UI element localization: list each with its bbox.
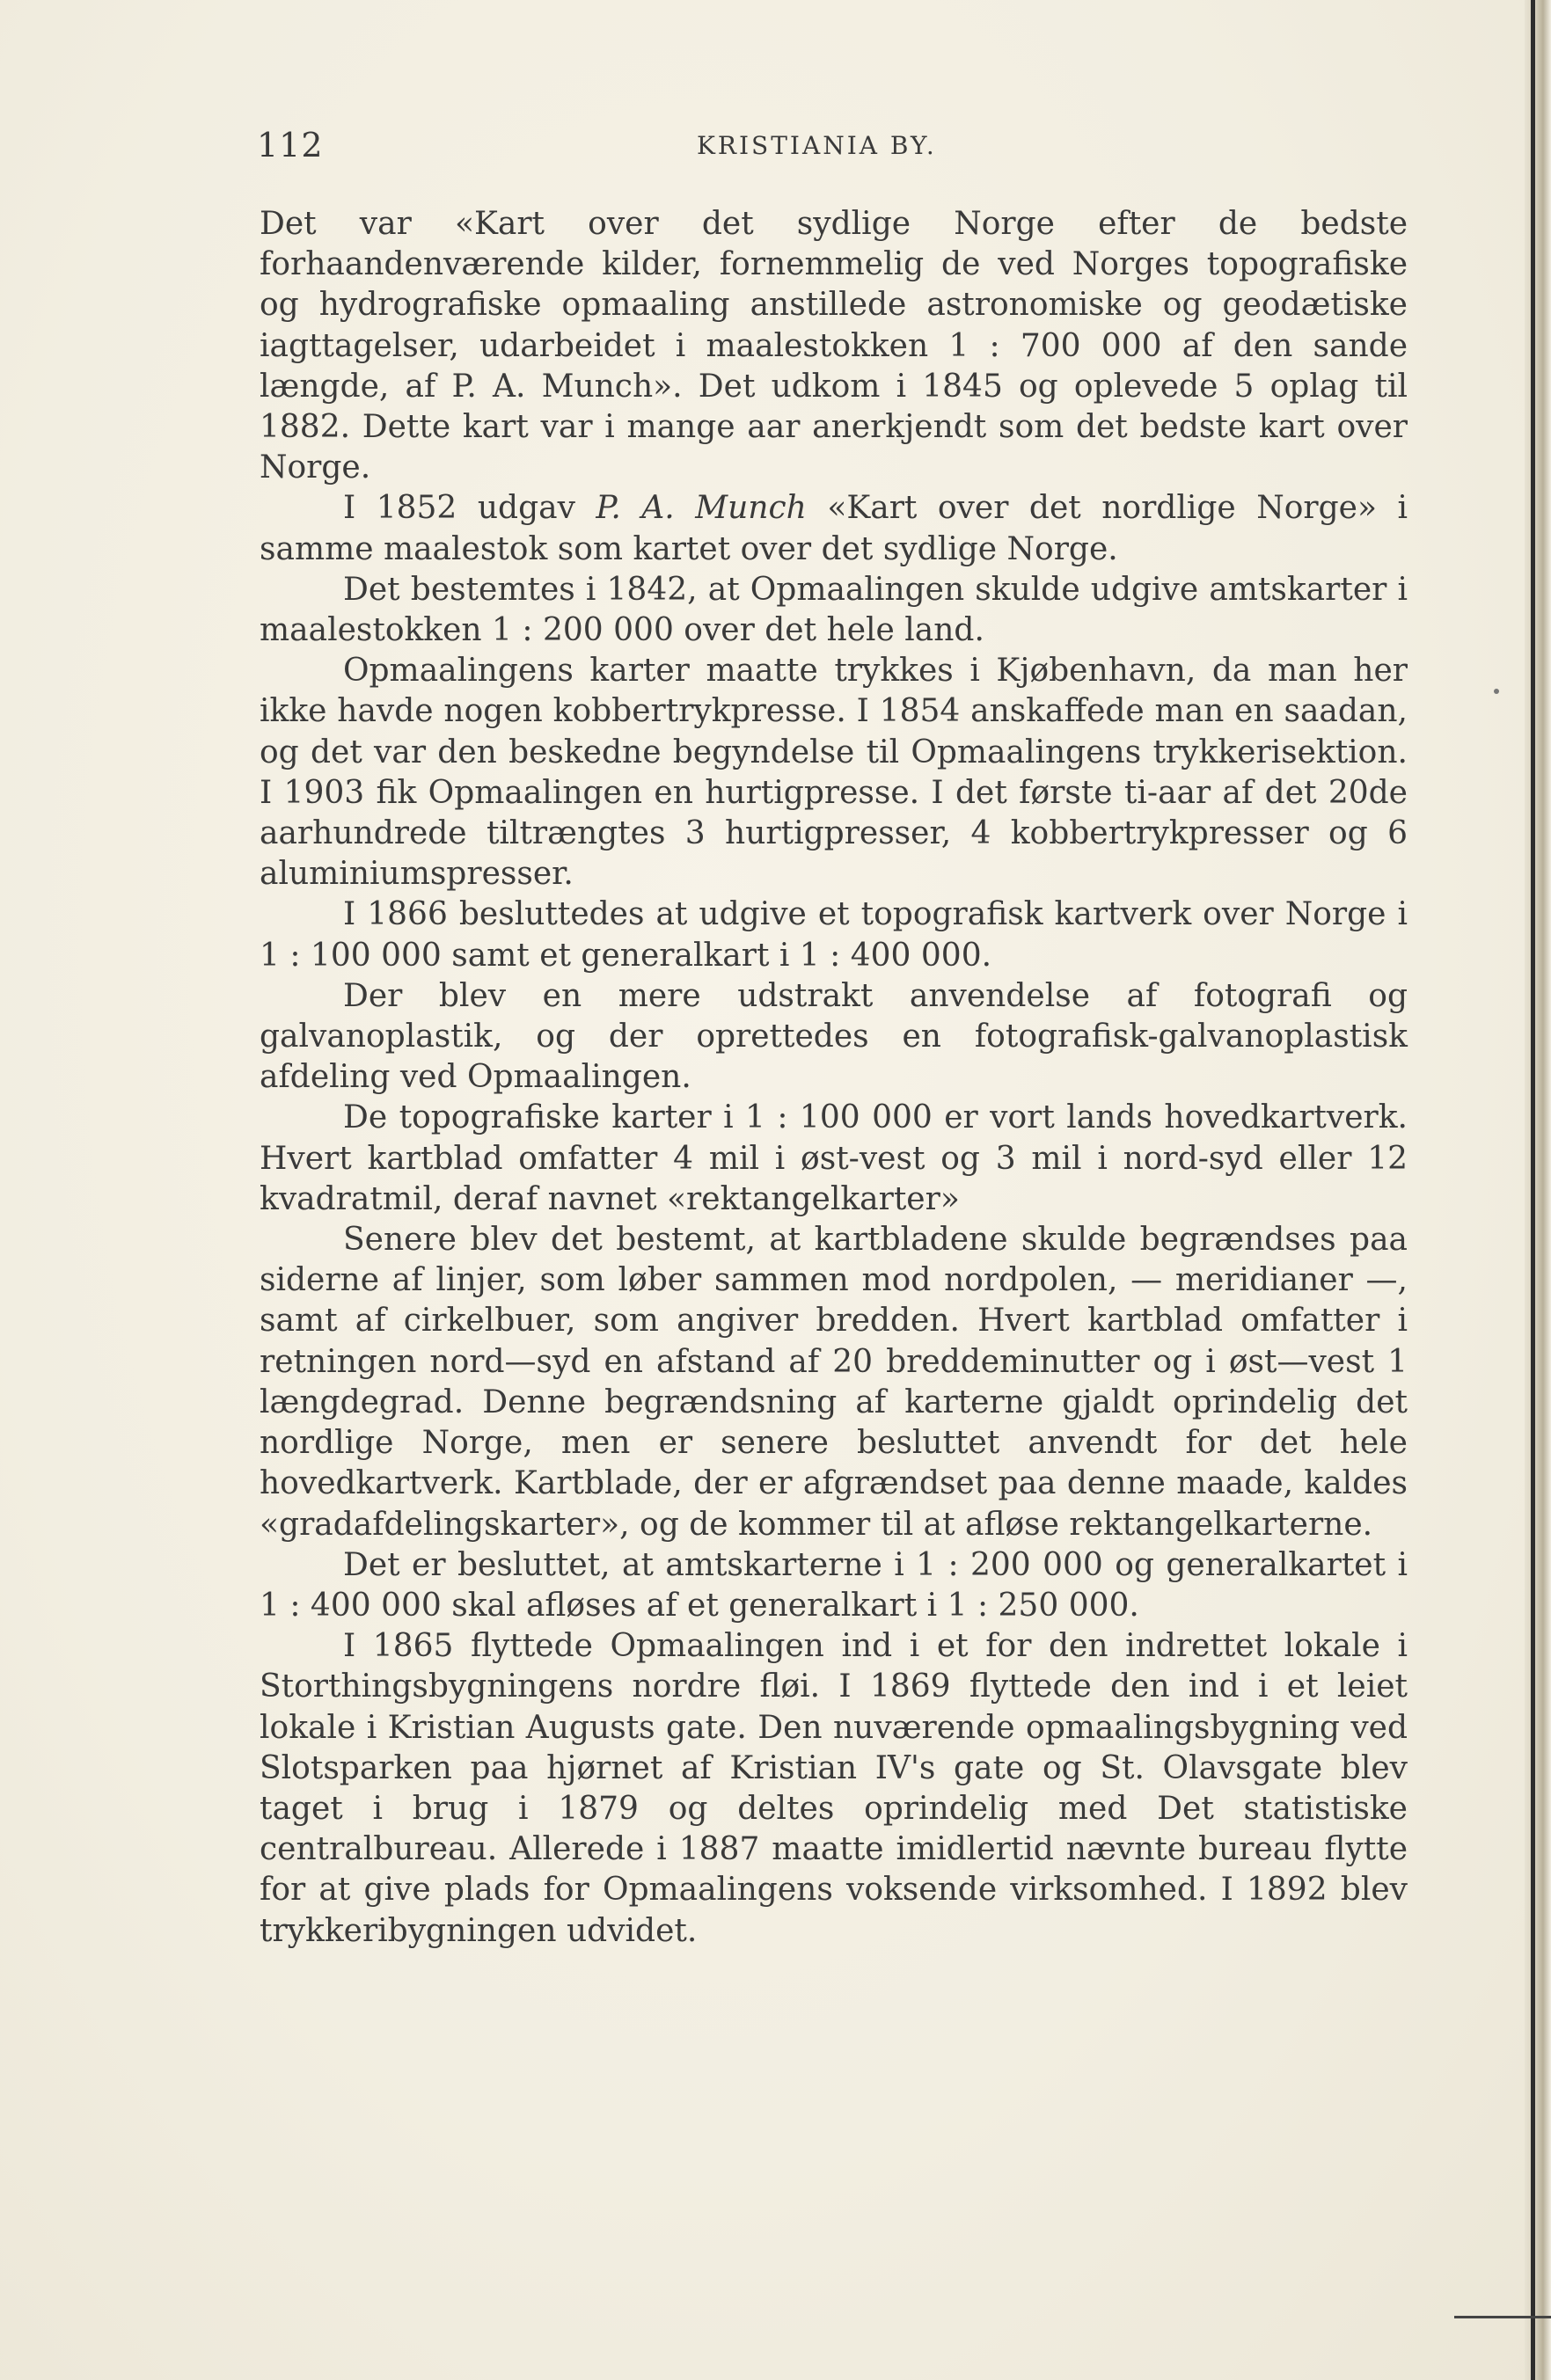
page-number: 112 xyxy=(257,126,324,164)
paragraph: Opmaalingens karter maatte trykkes i Kjøbenhavn, da man her ikke havde nogen kobbertrykpresse. I 1854 anskaffede man en saadan, og det var den beskedne begyndelse til Opmaalingens trykkerisektion. I 1903 fik Opmaalingen en hurtigpresse. I det første ti-aar af det 20de aarhundrede tiltrængtes 3 hurtigpresser, 4 kobbertrykpresser og 6 aluminiumspresser. xyxy=(260,653,1408,893)
paragraph: Der blev en mere udstrakt anvendelse af fotografi og galvanoplastik, og der oprettedes en fotografisk-galvanoplastisk afdeling ved Opmaalingen. xyxy=(260,977,1408,1096)
paragraph: Det var «Kart over det sydlige Norge efter de bedste forhaandenværende kilder, fornemmelig de ved Norges topografiske og hydrografiske opmaaling anstillede astronomiske og geodætiske iagttagelser, udarbeidet i maalestokken 1 : 700 000 af den sande længde, af P. A. Munch». Det udkom i 1845 og oplevede 5 oplag til 1882. Dette kart var i mange aar anerkjendt som det bedste kart over Norge. xyxy=(260,206,1408,486)
paragraph: I 1866 besluttedes at udgive et topografisk kartverk over Norge i 1 : 100 000 samt et generalkart i 1 : 400 000. xyxy=(260,896,1408,974)
page-edge-mark xyxy=(1454,2316,1551,2318)
paragraph-text: «Kart over det nordlige Norge» i samme maalestok som kartet over det sydlige Norge. xyxy=(260,490,1408,567)
paper-speck xyxy=(1494,689,1499,694)
paragraph: I 1865 flyttede Opmaalingen ind i et for den indrettet lokale i Storthingsbygningens nordre fløi. I 1869 flyttede den ind i et leiet lokale i Kristian Augusts gate. Den nuværende opmaalingsbygning ved Slotsparken paa hjørnet af Kristian IV's gate og St. Olavsgate blev taget i brug i 1879 og deltes oprindelig med Det statistiske centralbureau. Allerede i 1887 maatte imidlertid nævnte bureau flytte for at give plads for Opmaalingens voksende virksomhed. I 1892 blev trykkeribygningen udvidet. xyxy=(260,1628,1408,1949)
paragraph xyxy=(260,488,1408,569)
paragraph: Det bestemtes i 1842, at Opmaalingen skulde udgive amtskarter i maalestokken 1 : 200 000 over det hele land. xyxy=(260,571,1408,649)
running-title: KRISTIANIA BY. xyxy=(697,131,937,160)
paragraph: Det er besluttet, at amtskarterne i 1 : 200 000 og generalkartet i 1 : 400 000 skal afløses af et generalkart i 1 : 250 000. xyxy=(260,1546,1408,1624)
body-text xyxy=(260,204,1408,1952)
paragraph: De topografiske karter i 1 : 100 000 er vort lands hovedkartverk. Hvert kartblad omfatter 4 mil i øst-vest og 3 mil i nord-syd eller 12 kvadratmil, deraf navnet «rektangelkarter» xyxy=(260,1099,1408,1217)
paragraph-text: I 1852 udgav xyxy=(343,490,596,527)
page-edge-line xyxy=(1531,0,1535,2380)
page-edge-shadow xyxy=(1525,0,1551,2380)
paragraph: Senere blev det bestemt, at kartbladene skulde begrændses paa siderne af linjer, som løber sammen mod nordpolen, — meridianer —, samt af cirkelbuer, som angiver bredden. Hvert kartblad omfatter i retningen nord—syd en afstand af 20 breddeminutter og i øst—vest 1 længdegrad. Denne begrændsning af karterne gjaldt oprindelig det nordlige Norge, men er senere besluttet anvendt for det hele hovedkartverk. Kartblade, der er afgrændset paa denne maade, kaldes «gradafdelingskarter», og de kommer til at afløse rektangelkarterne. xyxy=(260,1222,1408,1543)
italic-name: P. A. Munch xyxy=(596,490,807,527)
running-head xyxy=(257,126,1453,170)
